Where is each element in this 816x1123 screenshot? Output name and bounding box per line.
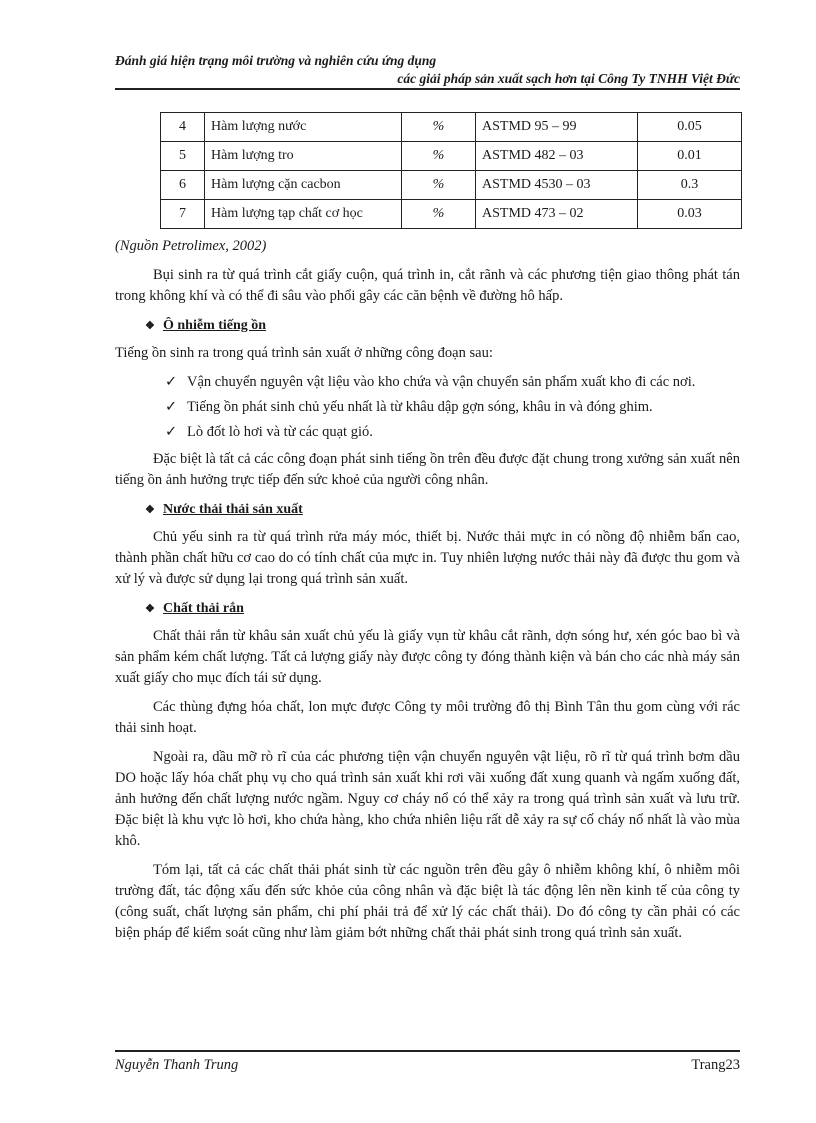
table-cell-property: Hàm lượng tạp chất cơ học	[205, 200, 402, 229]
diamond-bullet-icon: ❖	[145, 504, 155, 516]
list-item-text: Vận chuyển nguyên vật liệu vào kho chứa và vận chuyển sản phẩm xuất kho đi các nơi.	[187, 374, 696, 390]
noise-conclusion: Đặc biệt là tất cả các công đoạn phát sinh tiếng ồn trên đều được đặt chung trong xưởng sản xuất nên tiếng ồn ảnh hưởng trực tiếp đến sức khoẻ của người công nhân.	[115, 451, 740, 488]
solid-waste-paragraph-1: Chất thải rắn từ khâu sản xuất chủ yếu là giấy vụn từ khâu cắt rãnh, dợn sóng hư, xén góc bao bì và sản phẩm kém chất lượng. Tất cả lượng giấy này được công ty đóng thành kiện và bán cho các nhà máy sản xuất giấy cho mục đích tái sử dụng.	[115, 628, 740, 686]
list-item	[165, 422, 740, 443]
table-cell-value: 0.3	[638, 171, 742, 200]
header-title-line2: các giải pháp sản xuất sạch hơn tại Công Ty TNHH Việt Đức	[397, 71, 740, 86]
table-cell-index: 6	[161, 171, 205, 200]
table-cell-value: 0.05	[638, 113, 742, 142]
table-cell-unit: %	[402, 142, 476, 171]
solid-waste-paragraph-2: Các thùng đựng hóa chất, lon mực được Công ty môi trường đô thị Bình Tân thu gom cùng với rác thải sinh hoạt.	[115, 699, 740, 736]
table-cell-property: Hàm lượng cặn cacbon	[205, 171, 402, 200]
specification-table	[160, 112, 742, 229]
list-item-text: Lò đốt lò hơi và từ các quạt gió.	[187, 424, 373, 440]
table-row	[161, 171, 742, 200]
wastewater-section-title: Nước thải thải sản xuất	[163, 502, 303, 517]
checkmark-icon: ✓	[165, 424, 178, 440]
header-title-line1: Đánh giá hiện trạng môi trường và nghiên cứu ứng dụng	[115, 53, 437, 68]
noise-intro: Tiếng ồn sinh ra trong quá trình sản xuất ở những công đoạn sau:	[115, 345, 493, 361]
list-item-text: Tiếng ồn phát sinh chủ yếu nhất là từ khâu dập gợn sóng, khâu in và đóng ghim.	[187, 399, 653, 415]
checkmark-icon: ✓	[165, 399, 178, 415]
table-cell-property: Hàm lượng tro	[205, 142, 402, 171]
page-body	[115, 236, 740, 952]
footer-author: Nguyễn Thanh Trung	[115, 1057, 239, 1073]
wastewater-section-heading	[145, 499, 740, 521]
wastewater-paragraph: Chủ yếu sinh ra từ quá trình rửa máy móc, thiết bị. Nước thải mực in có nồng độ nhiễm bẩn cao, thành phần chất hữu cơ cao do có tính chất của mực in. Tuy nhiên lượng nước thải này đã được thu gom và xử lý và được sử dụng lại trong quá trình sản xuất.	[115, 529, 740, 587]
table-source-note: (Nguồn Petrolimex, 2002)	[115, 238, 267, 254]
noise-source-list	[115, 372, 740, 443]
solid-waste-section-title: Chất thải rắn	[163, 601, 244, 616]
table-cell-value: 0.01	[638, 142, 742, 171]
diamond-bullet-icon: ❖	[145, 603, 155, 615]
table-cell-property: Hàm lượng nước	[205, 113, 402, 142]
table-row	[161, 142, 742, 171]
solid-waste-paragraph-3: Ngoài ra, dầu mỡ rò rĩ của các phương tiện vận chuyển nguyên vật liệu, rõ rĩ từ quá trình bơm dầu DO hoặc lấy hóa chất phụ vụ cho quá trình sản xuất khi rơi vãi xuống đất xung quanh và ngấm xuống đất, ảnh hưởng đến chất lượng nước ngầm. Nguy cơ cháy nổ có thể xảy ra trong quá trình sản xuất và lưu trữ. Đặc biệt là khu vực lò hơi, kho chứa hàng, kho chứa nhiên liệu rất dễ xảy ra sự cố cháy nổ nhất là vào mùa khô.	[115, 749, 740, 849]
dust-paragraph: Bụi sinh ra từ quá trình cắt giấy cuộn, quá trình in, cắt rãnh và các phương tiện giao thông phát tán trong không khí và có thể đi sâu vào phổi gây các căn bệnh về đường hô hấp.	[115, 267, 740, 304]
summary-paragraph: Tóm lại, tất cả các chất thải phát sinh từ các nguồn trên đều gây ô nhiễm không khí, ô nhiễm môi trường đất, tác động xấu đến sức khỏe của công nhân và đặc biệt là tác động lên nền kinh tế của công ty (công suất, chất lượng sản phẩm, chi phí phải trả để xử lý các chất thải). Do đó công ty cần phải có các biện pháp để kiểm soát cũng như làm giảm bớt những chất thải phát sinh trong quá trình sản xuất.	[115, 862, 740, 941]
diamond-bullet-icon: ❖	[145, 320, 155, 332]
page-number: Trang23	[691, 1057, 740, 1073]
list-item	[165, 397, 740, 418]
checkmark-icon: ✓	[165, 374, 178, 390]
page-header	[115, 52, 740, 88]
noise-section-heading	[145, 315, 740, 337]
noise-section-title: Ô nhiễm tiếng ồn	[163, 318, 267, 333]
header-divider	[115, 88, 740, 90]
table-cell-index: 5	[161, 142, 205, 171]
table-cell-method: ASTMD 482 – 03	[476, 142, 638, 171]
table-cell-unit: %	[402, 200, 476, 229]
table-row	[161, 200, 742, 229]
table-cell-unit: %	[402, 113, 476, 142]
table-cell-index: 4	[161, 113, 205, 142]
table-cell-unit: %	[402, 171, 476, 200]
footer-divider	[115, 1050, 740, 1052]
table-cell-value: 0.03	[638, 200, 742, 229]
solid-waste-section-heading	[145, 598, 740, 620]
table-cell-method: ASTMD 473 – 02	[476, 200, 638, 229]
table-cell-method: ASTMD 95 – 99	[476, 113, 638, 142]
table-cell-index: 7	[161, 200, 205, 229]
list-item	[165, 372, 740, 393]
table-row	[161, 113, 742, 142]
table-cell-method: ASTMD 4530 – 03	[476, 171, 638, 200]
